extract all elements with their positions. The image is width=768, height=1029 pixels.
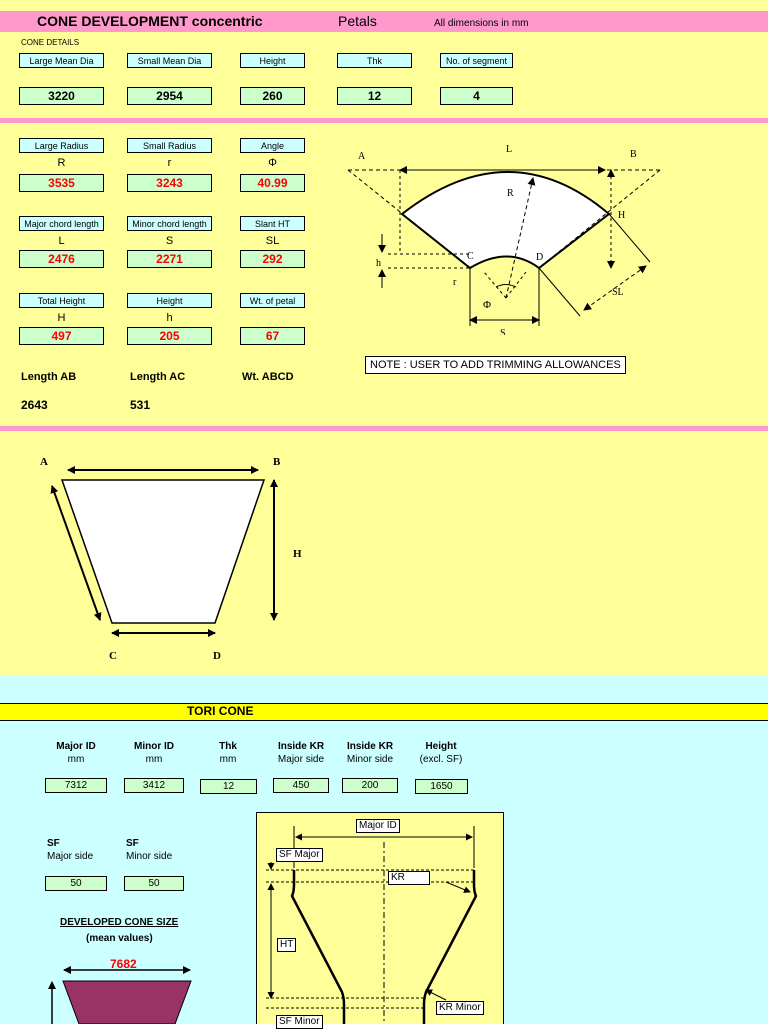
- trap-label-c: C: [109, 650, 117, 662]
- tori-head-kr-major: Inside KR Major side: [277, 741, 325, 765]
- petal-label-h: h: [376, 258, 381, 269]
- trap-label-h: H: [293, 548, 302, 560]
- trap-label-b: B: [273, 456, 281, 468]
- height-h-label: Height: [127, 293, 212, 308]
- angle-symbol: Φ: [268, 157, 277, 169]
- petal-label-sl: SL: [612, 287, 624, 298]
- height-label: Height: [240, 53, 305, 68]
- petal-label-a: A: [358, 151, 366, 162]
- tori-head-minor-id: Minor ID mm: [134, 741, 174, 765]
- tori-kr-minor-input[interactable]: 200: [342, 778, 398, 793]
- total-height-symbol: H: [57, 312, 66, 324]
- height-input[interactable]: 260: [240, 87, 305, 105]
- tori-kr-major-input[interactable]: 450: [273, 778, 329, 793]
- sf-minor-head: SF Minor side: [126, 838, 173, 862]
- sf-major-input[interactable]: 50: [45, 876, 107, 891]
- wt-of-petal-value: 67: [240, 327, 305, 345]
- small-radius-value: 3243: [127, 174, 212, 192]
- tori-label-ht: HT: [277, 938, 296, 952]
- tori-head-height: Height (excl. SF): [419, 741, 463, 765]
- units-note: All dimensions in mm: [434, 18, 529, 29]
- angle-label: Angle: [240, 138, 305, 153]
- developed-petal: [40, 962, 210, 1024]
- petal-label-phi: Φ: [483, 299, 492, 311]
- tori-diagram: [256, 812, 504, 1024]
- petal-label-s: S: [500, 328, 506, 335]
- major-chord-value: 2476: [19, 250, 104, 268]
- large-radius-label: Large Radius: [19, 138, 104, 153]
- slant-ht-symbol: SL: [265, 235, 280, 247]
- petal-label-l: L: [506, 144, 513, 155]
- height-h-value: 205: [127, 327, 212, 345]
- large-radius-symbol: R: [57, 157, 66, 169]
- divider-2: [0, 426, 768, 431]
- small-mean-dia-label: Small Mean Dia: [127, 53, 212, 68]
- developed-width-value: 7682: [110, 957, 137, 971]
- no-of-segment-label: No. of segment: [440, 53, 513, 68]
- tori-major-id-input[interactable]: 7312: [45, 778, 107, 793]
- total-height-value: 497: [19, 327, 104, 345]
- page-title: CONE DEVELOPMENT concentric: [37, 13, 263, 29]
- tori-cone-header: [0, 703, 768, 721]
- tori-height-input[interactable]: 1650: [415, 779, 468, 794]
- tori-label-kr-minor: KR Minor: [436, 1001, 484, 1015]
- minor-chord-label: Minor chord length: [127, 216, 212, 231]
- petal-label-r-large: R: [507, 188, 514, 199]
- thk-input[interactable]: 12: [337, 87, 412, 105]
- slant-ht-label: Slant HT: [240, 216, 305, 231]
- cone-details-label: CONE DETAILS: [21, 38, 80, 47]
- tori-label-major-id: Major ID: [356, 819, 400, 833]
- no-of-segment-input[interactable]: 4: [440, 87, 513, 105]
- angle-value: 40.99: [240, 174, 305, 192]
- slant-ht-value: 292: [240, 250, 305, 268]
- petal-label-h-total: H: [618, 210, 626, 221]
- trap-label-d: D: [213, 650, 221, 662]
- tori-label-sf-major: SF Major: [276, 848, 323, 862]
- large-mean-dia-input[interactable]: 3220: [19, 87, 104, 105]
- developed-cone-sub: (mean values): [86, 933, 153, 944]
- minor-chord-value: 2271: [127, 250, 212, 268]
- tori-head-major-id: Major ID mm: [56, 741, 96, 765]
- tori-cone-title: TORI CONE: [187, 704, 254, 718]
- small-radius-symbol: r: [167, 157, 172, 169]
- trap-label-a: A: [40, 456, 48, 468]
- length-ab-label: Length AB: [21, 371, 77, 383]
- tori-thk-input[interactable]: 12: [200, 779, 257, 794]
- major-chord-label: Major chord length: [19, 216, 104, 231]
- sf-minor-input[interactable]: 50: [124, 876, 184, 891]
- minor-chord-symbol: S: [165, 235, 174, 247]
- divider-1: [0, 118, 768, 123]
- tori-minor-id-input[interactable]: 3412: [124, 778, 184, 793]
- tori-head-kr-minor: Inside KR Minor side: [346, 741, 394, 765]
- tori-label-kr: KR: [388, 871, 430, 885]
- petal-label-d: D: [536, 252, 544, 263]
- petal-label-c: C: [467, 251, 474, 262]
- trapezoid-diagram: [30, 448, 320, 668]
- small-radius-label: Small Radius: [127, 138, 212, 153]
- large-radius-value: 3535: [19, 174, 104, 192]
- sf-major-head: SF Major side: [47, 838, 94, 862]
- length-ac-label: Length AC: [130, 371, 186, 383]
- page-subtitle: Petals: [338, 13, 377, 29]
- wt-abcd-label: Wt. ABCD: [242, 371, 294, 383]
- major-chord-symbol: L: [58, 235, 65, 247]
- height-h-symbol: h: [166, 312, 173, 324]
- developed-cone-title: DEVELOPED CONE SIZE: [60, 917, 179, 928]
- petal-diagram: [340, 130, 670, 335]
- petal-label-b: B: [630, 149, 637, 160]
- wt-of-petal-label: Wt. of petal: [240, 293, 305, 308]
- length-ab-value: 2643: [21, 398, 48, 412]
- petal-label-r-small: r: [453, 277, 457, 288]
- thk-label: Thk: [337, 53, 412, 68]
- total-height-label: Total Height: [19, 293, 104, 308]
- tori-head-thk: Thk mm: [219, 741, 237, 765]
- tori-label-sf-minor: SF Minor: [276, 1015, 323, 1029]
- length-ac-value: 531: [130, 398, 151, 412]
- trimming-note: NOTE : USER TO ADD TRIMMING ALLOWANCES: [365, 356, 626, 374]
- small-mean-dia-input[interactable]: 2954: [127, 87, 212, 105]
- large-mean-dia-label: Large Mean Dia: [19, 53, 104, 68]
